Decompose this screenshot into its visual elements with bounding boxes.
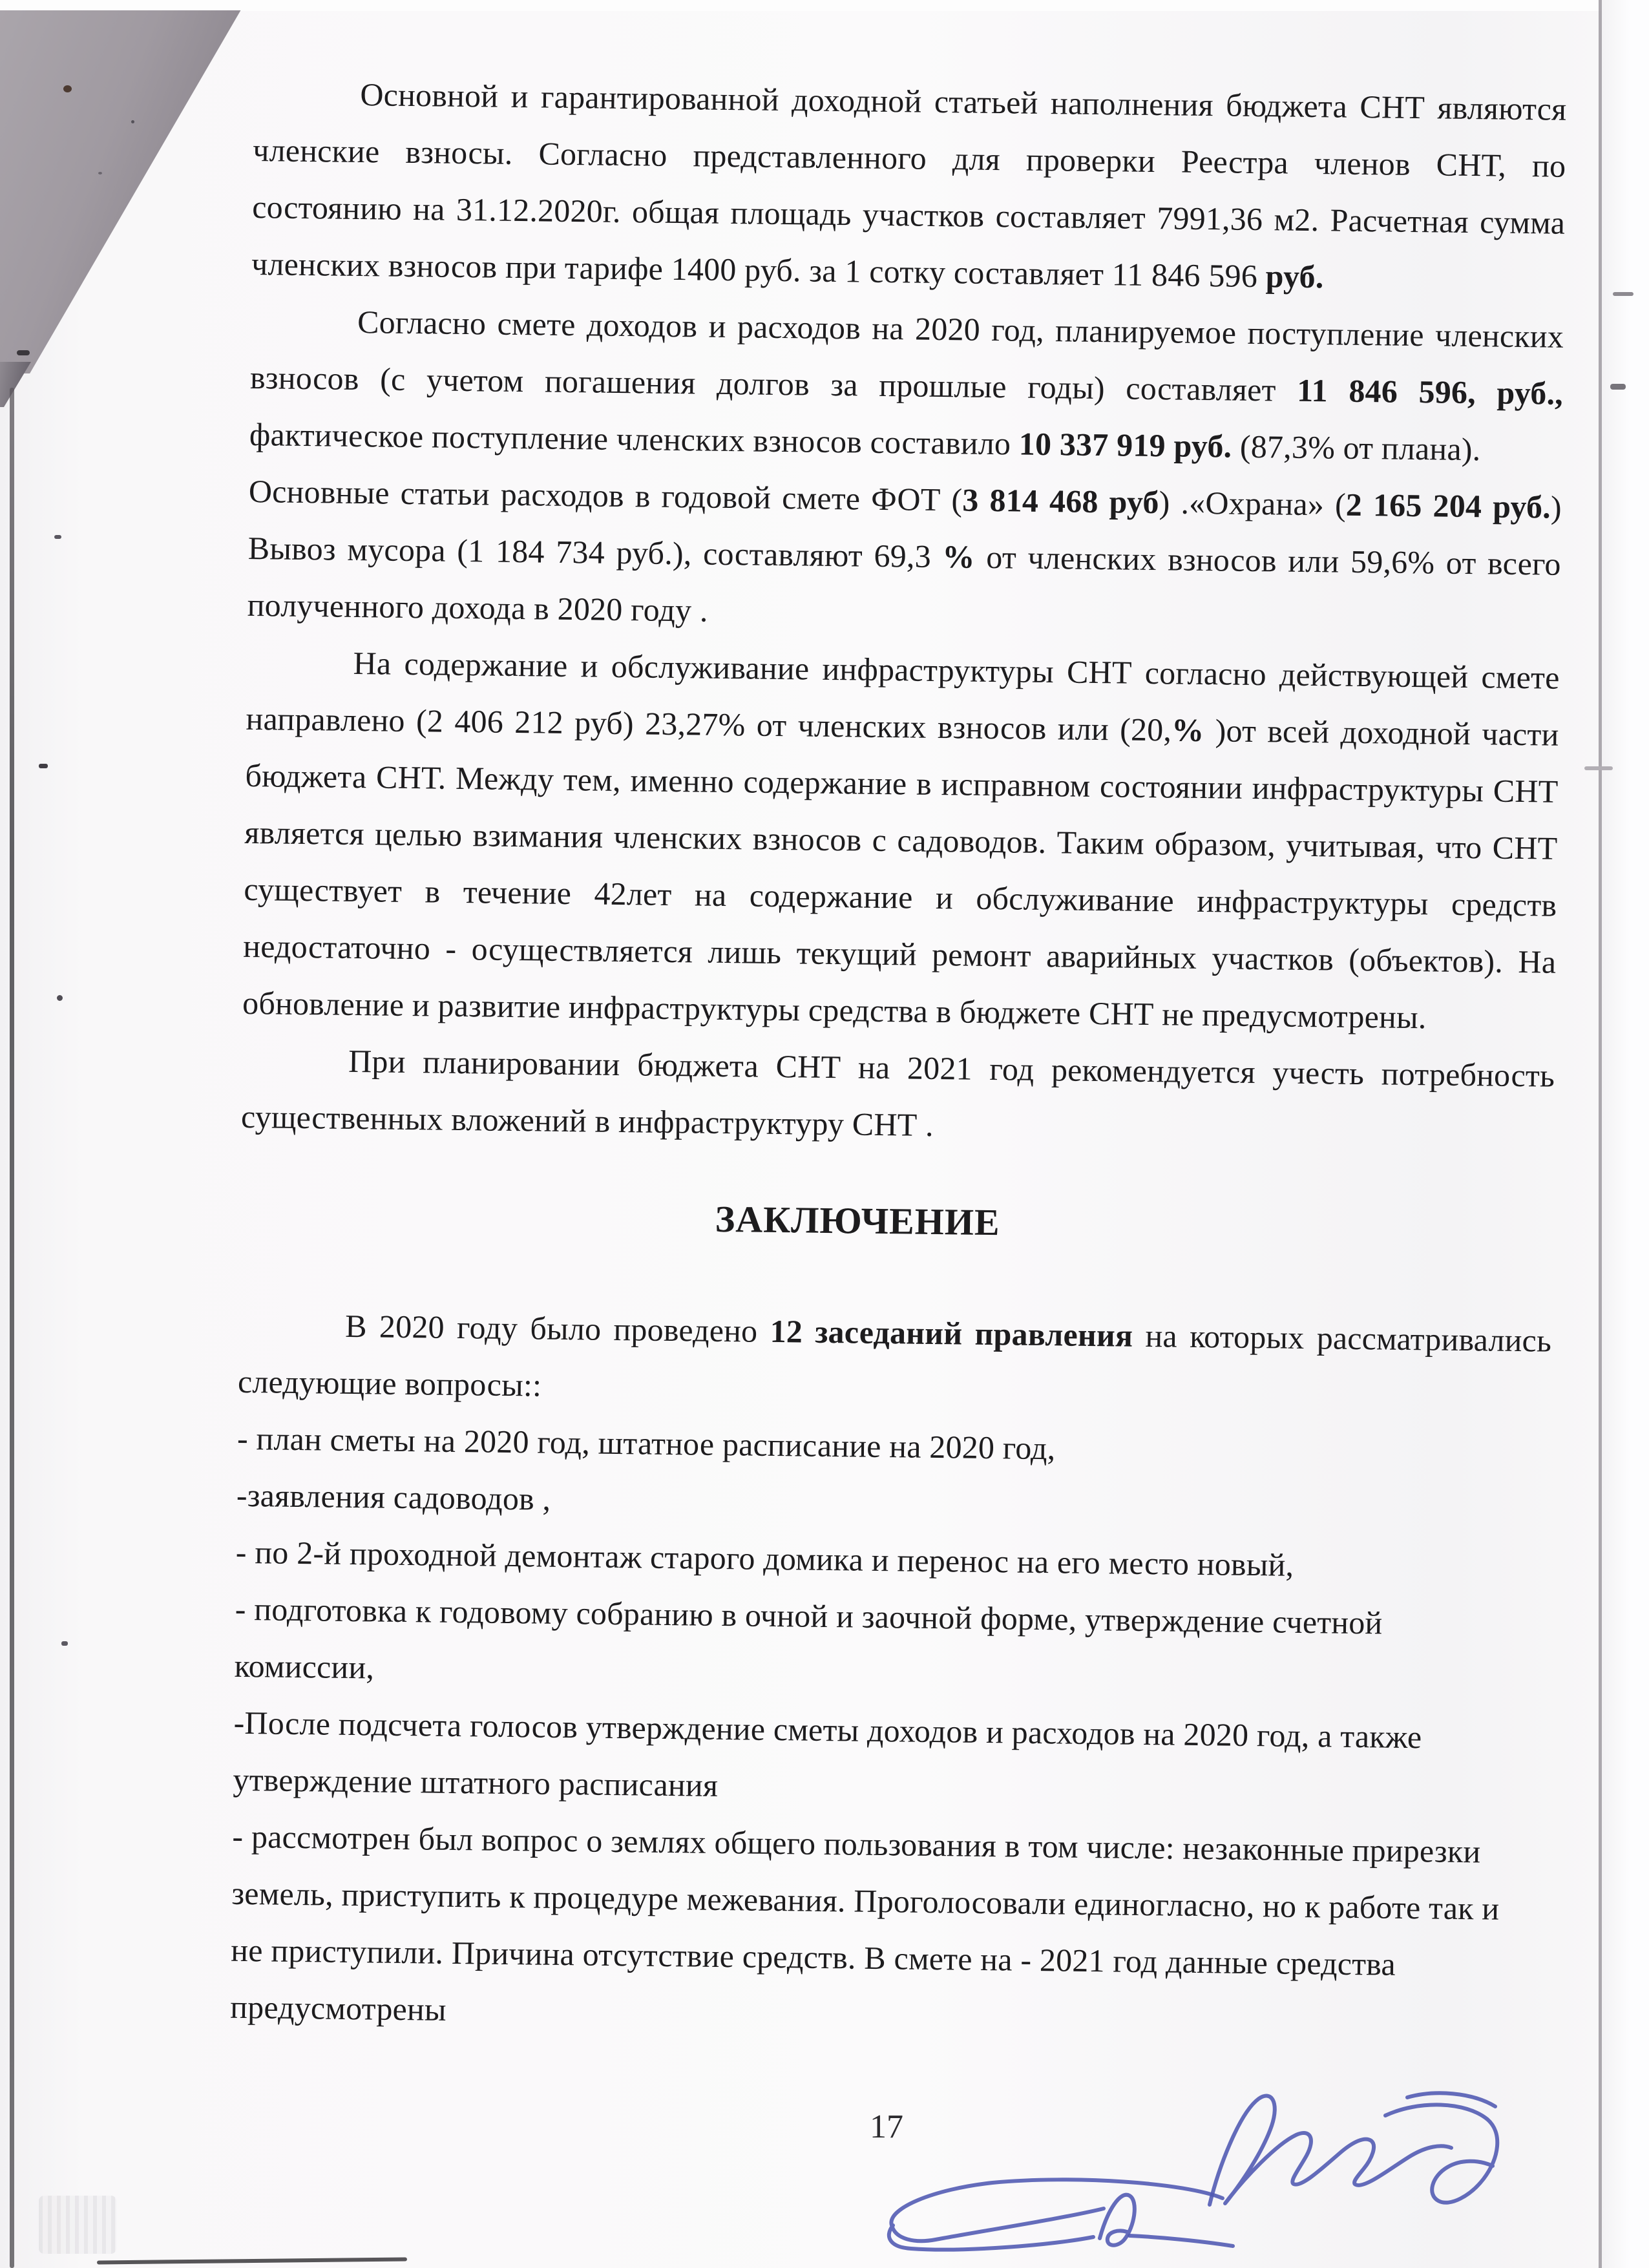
scan-right-margin: [1602, 0, 1649, 2268]
paragraph-infrastructure: [242, 633, 1560, 1047]
list-item-line: земель, приступить к процедуре межевания. Проголосовали единогласно, но к работе так и: [231, 1874, 1500, 1927]
text-line: Основной и гарантированной доходной статьей наполнения бюджета СНТ являются: [360, 76, 1567, 127]
text-line: существенных вложений в инфраструктуру СНТ .: [240, 1098, 934, 1143]
text-line: следующие вопросы::: [237, 1363, 542, 1403]
paragraph-recommendation: [241, 1031, 1555, 1161]
scan-speck: [1610, 384, 1626, 390]
scan-speck: [61, 1641, 68, 1646]
list-item-line: -заявления садоводов ,: [236, 1476, 551, 1517]
text-line: фактическое поступление членских взносов составило 10 337 919 руб. (87,3% от плана).: [249, 415, 1481, 468]
scan-speck: [1584, 766, 1613, 770]
scan-speck: [1613, 292, 1633, 296]
scan-smudge: [39, 2196, 116, 2254]
signature-secondary-tail: [1129, 2236, 1233, 2246]
list-item-line: -После подсчета голосов утверждение сметы доходов и расходов на 2020 год, а также: [233, 1704, 1422, 1756]
text-line: членских взносов при тарифе 1400 руб. за 1 сотку составляет 11 846 596 руб.: [251, 245, 1324, 295]
list-item-line: - рассмотрен был вопрос о землях общего пользования в том числе: незаконные прирезки: [232, 1818, 1481, 1870]
signature-main-flourish: [1385, 2105, 1497, 2202]
list-item-line: не приступили. Причина отсутствие средств. В смете на - 2021 год данные средства: [231, 1931, 1396, 1982]
list-item-line: предусмотрены: [229, 1988, 447, 2028]
document-text: [230, 65, 1567, 2052]
paragraph-board-meetings: [238, 1296, 1552, 1426]
signature-main-stroke: [1210, 2096, 1451, 2205]
text-line: взносов (с учетом погашения долгов за прошлые годы) составляет 11 846 596, руб.,: [249, 359, 1564, 412]
text-line: Вывоз мусора (1 184 734 руб.), составляют 69,3 % от членских взносов или 59,6% от всего: [247, 529, 1562, 582]
text-line: обновление и развитие инфраструктуры средства в бюджете СНТ не предусмотрены.: [242, 984, 1427, 1036]
list-item-line: - подготовка к годовому собранию в очной и заочной форме, утверждение счетной: [235, 1590, 1383, 1641]
text-line: полученного дохода в 2020 году .: [247, 586, 708, 629]
section-heading-conclusion: ЗАКЛЮЧЕНИЕ: [715, 1197, 1001, 1244]
paragraph-budget-2020: [249, 292, 1564, 479]
text-line: членские взносы. Согласно представленного для проверки Реестра членов СНТ, по: [253, 131, 1566, 184]
list-item-line: - план сметы на 2020 год, штатное расписание на 2020 год,: [236, 1420, 1056, 1467]
scan-speck: [54, 535, 61, 539]
scan-speck: [63, 85, 72, 92]
scan-top-edge: [0, 0, 1649, 11]
signature-secondary: [874, 2172, 1239, 2268]
page-fold-tip: [0, 362, 39, 407]
text-line: является целью взимания членских взносов с садоводов. Таким образом, учитывая, что СНТ: [244, 814, 1558, 866]
list-item-line: утверждение штатного расписания: [233, 1761, 719, 1803]
page-number: 17: [870, 2108, 903, 2145]
text-line: На содержание и обслуживание инфраструктуры СНТ согласно действующей смете: [353, 644, 1560, 696]
page-fold-artifact: [0, 10, 248, 373]
text-line: недостаточно - осуществляется лишь текущий ремонт аварийных участков (объектов). На: [242, 927, 1557, 980]
signature-main: [1194, 2078, 1524, 2223]
list-item-line: - по 2-й проходной демонтаж старого домика и перенос на его место новый,: [235, 1533, 1294, 1583]
paragraph-membership-fees: [251, 65, 1567, 308]
scan-bottom-edge-mark: [97, 2257, 407, 2264]
scan-speck: [39, 764, 48, 768]
paragraph-expenses: [247, 463, 1562, 649]
scan-speck: [17, 350, 30, 355]
text-line: Основные статьи расходов в годовой смете ФОТ (3 814 468 руб) .«Охрана» (2 165 204 руб.): [248, 472, 1562, 525]
text-line: Согласно смете доходов и расходов на 2020 год, планируемое поступление членских: [357, 303, 1564, 355]
text-line: направлено (2 406 212 руб) 23,27% от членских взносов или (20,% )от всей доходной части: [246, 700, 1559, 753]
scan-speck: [57, 995, 63, 1001]
scan-speck: [98, 172, 102, 174]
text-line: При планировании бюджета СНТ на 2021 год рекомендуется учесть потребность: [348, 1042, 1555, 1094]
list-considered-questions: [230, 1410, 1551, 2052]
text-line: состоянию на 31.12.2020г. общая площадь участков составляет 7991,36 м2. Расчетная сумма: [251, 188, 1566, 241]
scan-left-edge-line: [10, 388, 14, 2268]
list-item-line: комиссии,: [234, 1647, 375, 1686]
signature-secondary-letter: [1100, 2195, 1135, 2245]
text-line: существует в течение 42лет на содержание и обслуживание инфраструктуры средств: [244, 870, 1557, 923]
text-line: В 2020 году было проведено 12 заседаний правления на которых рассматривались: [344, 1307, 1552, 1359]
text-line: бюджета СНТ. Между тем, именно содержание в исправном состоянии инфраструктуры СНТ: [245, 757, 1559, 810]
scan-speck: [131, 120, 134, 123]
